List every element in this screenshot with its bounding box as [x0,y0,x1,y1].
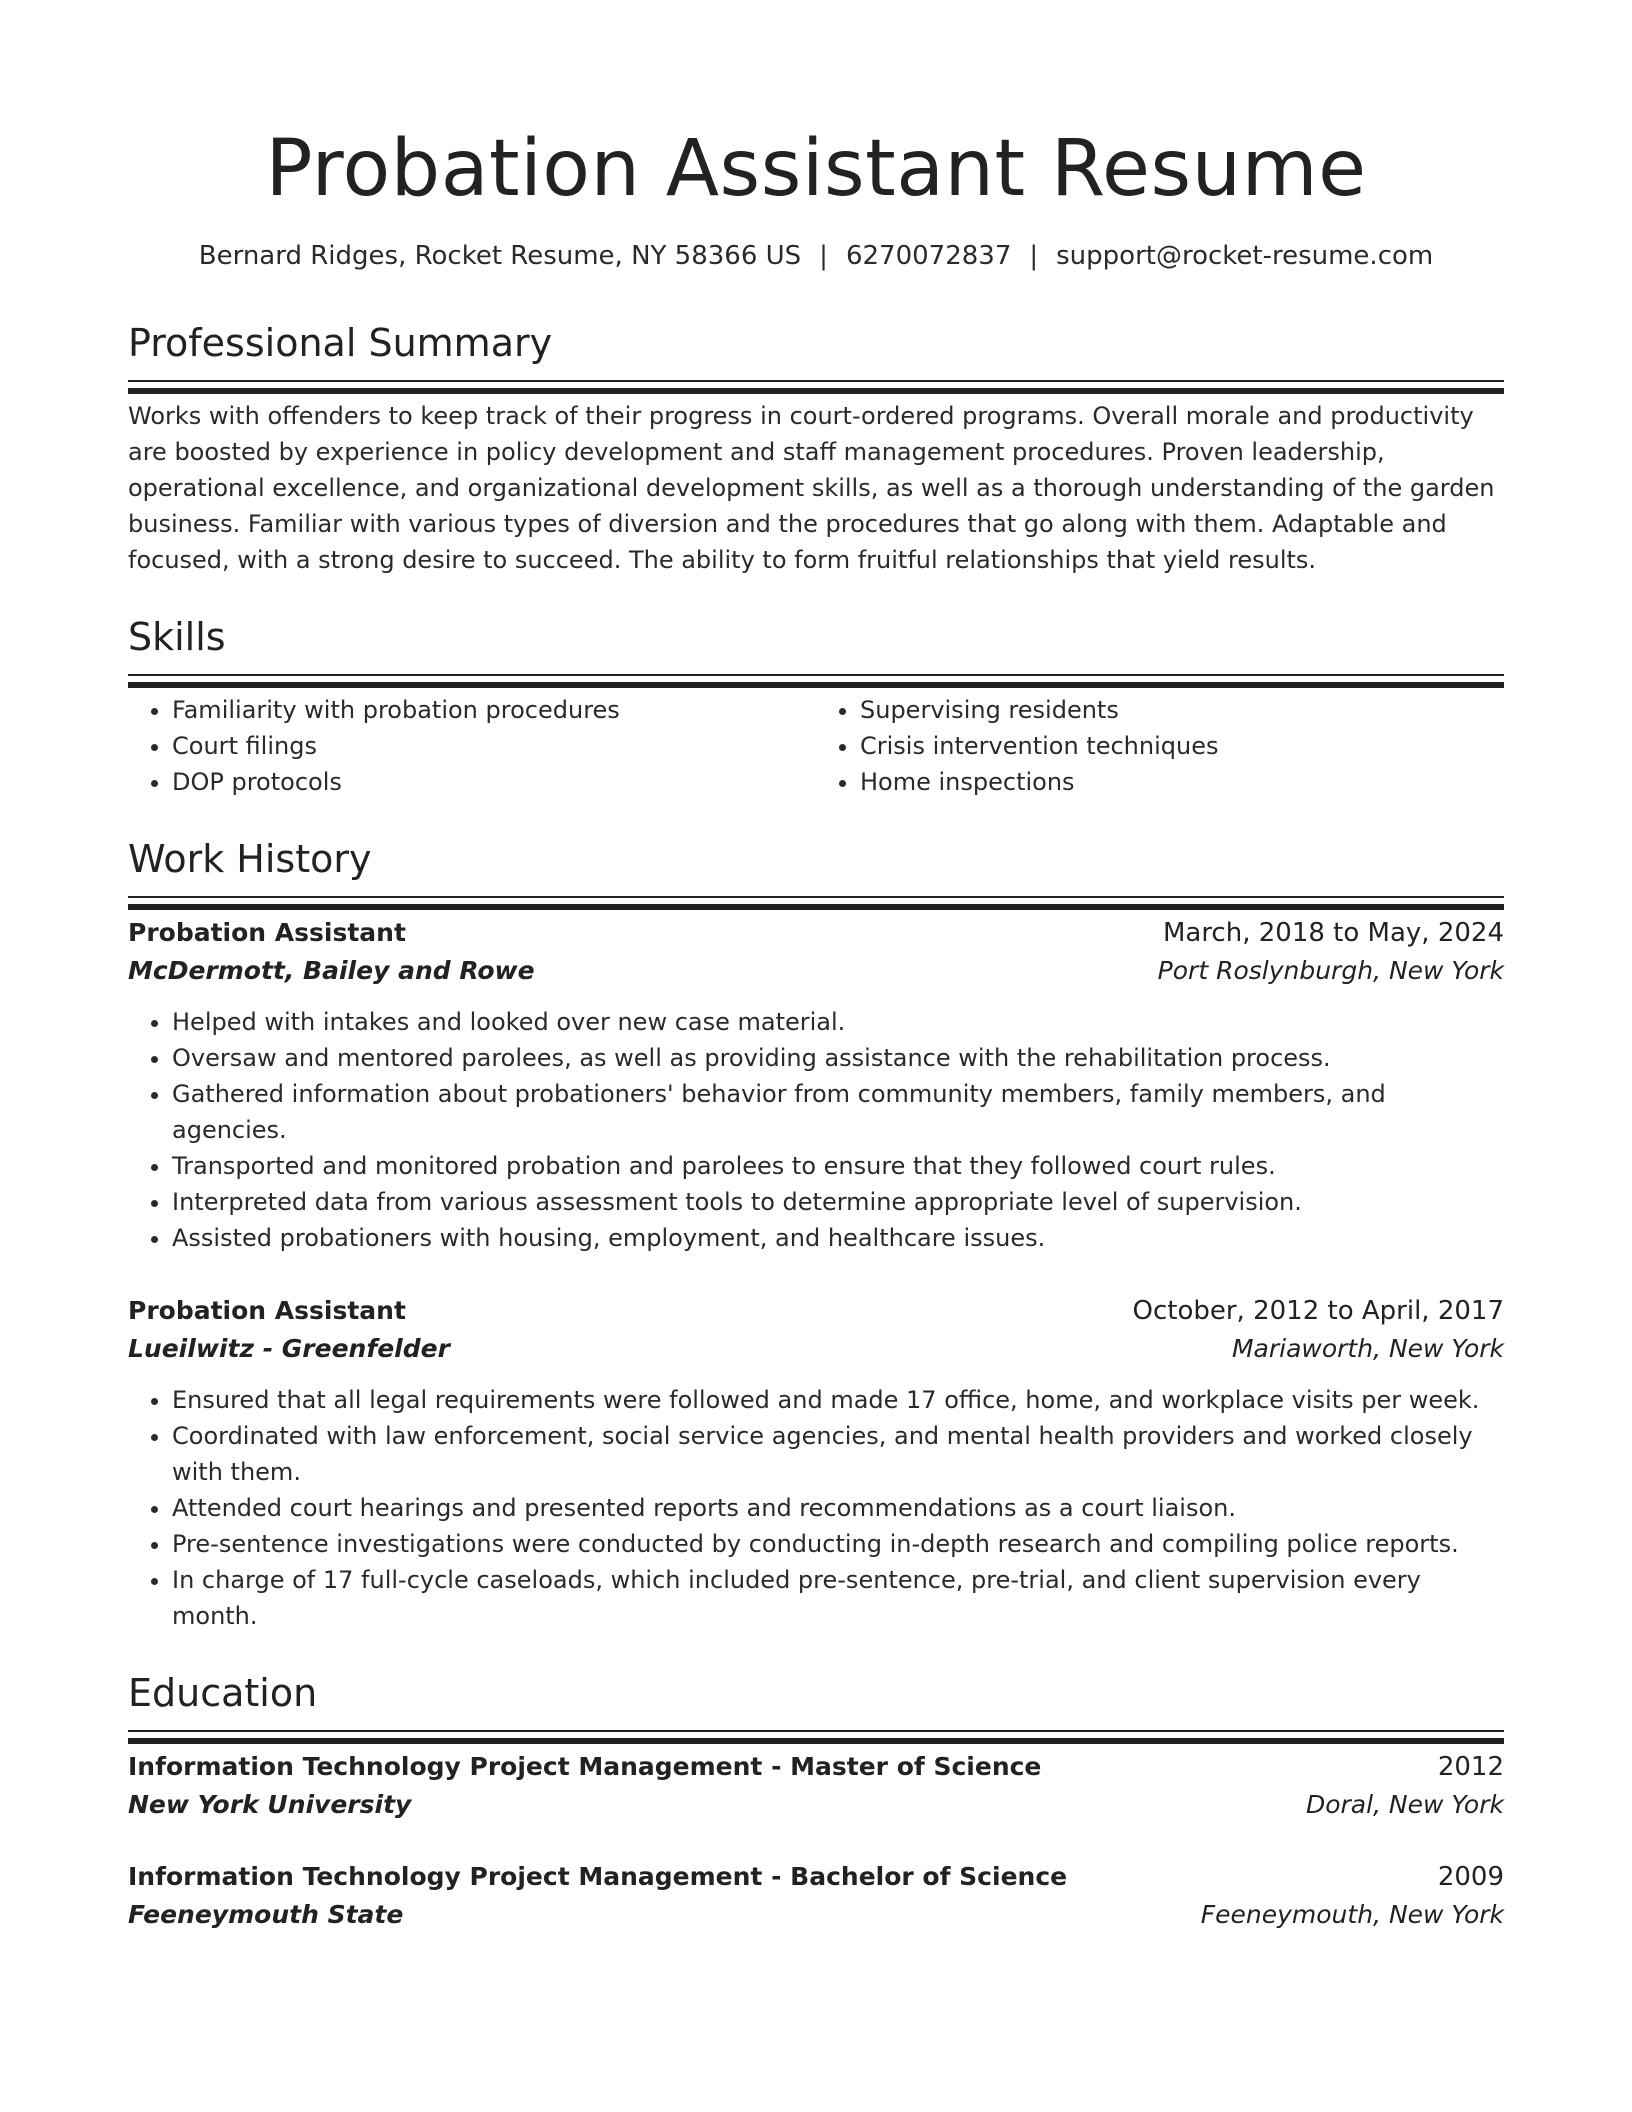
degree-title: Information Technology Project Management - Master of Science [128,1752,1042,1781]
school-name: New York University [128,1790,412,1819]
job-duty: • Gathered information about probationers' behavior from community members, family members, and agencies. [172,1076,1504,1148]
job-location: Port Roslynburgh, New York [1157,956,1504,985]
graduation-year: 2012 [1437,1752,1504,1782]
job-duty: • Transported and monitored probation and parolees to ensure that they followed court rules. [172,1148,1504,1184]
section-divider [128,1730,1504,1732]
school-location: Feeneymouth, New York [1200,1900,1504,1929]
job-duty: • Assisted probationers with housing, employment, and healthcare issues. [172,1220,1504,1256]
skills-list-right [816,692,1504,800]
contact-phone: 6270072837 [845,241,1012,271]
skills-list-left [128,692,816,800]
education-section [128,1668,1504,1934]
education-header-row [128,1858,1504,1896]
contact-line [128,238,1504,274]
skills-heading: Skills [128,615,226,659]
contact-address: Bernard Ridges, Rocket Resume, NY 58366 US [198,241,802,271]
education-school-row [128,1896,1504,1934]
school-location: Doral, New York [1305,1790,1504,1819]
job-duty: • Ensured that all legal requirements were followed and made 17 office, home, and workplace visits per week. [172,1382,1504,1418]
section-divider [128,896,1504,898]
job-entry [128,1292,1504,1634]
job-employer: McDermott, Bailey and Rowe [128,956,535,985]
job-duty: • Interpreted data from various assessment tools to determine appropriate level of supervision. [172,1184,1504,1220]
work-history-section [128,834,1504,1634]
job-header-row [128,914,1504,952]
job-entry [128,914,1504,1256]
skills-grid [128,692,1504,800]
job-employer: Lueilwitz - Greenfelder [128,1334,450,1363]
section-divider [128,380,1504,382]
skill-item: • Supervising residents [860,692,1504,728]
job-title: Probation Assistant [128,1296,406,1325]
resume-title: Probation Assistant Resume [265,124,1367,214]
job-duty: • Pre-sentence investigations were conducted by conducting in-depth research and compiling police reports. [172,1526,1504,1562]
education-entry [128,1858,1504,1934]
skill-item: • Crisis intervention techniques [860,728,1504,764]
summary-section [128,318,1504,578]
job-employer-row [128,952,1504,990]
skills-section [128,612,1504,800]
job-dates: October, 2012 to April, 2017 [1132,1296,1504,1326]
skill-item: • Familiarity with probation procedures [172,692,816,728]
job-header-row [128,1292,1504,1330]
job-location: Mariaworth, New York [1231,1334,1504,1363]
job-duty: • Oversaw and mentored parolees, as well as providing assistance with the rehabilitation process. [172,1040,1504,1076]
job-dates: March, 2018 to May, 2024 [1162,918,1504,948]
skill-item: • Home inspections [860,764,1504,800]
skill-item: • Court filings [172,728,816,764]
skills-column-right [816,692,1504,800]
job-duty: • In charge of 17 full-cycle caseloads, which included pre-sentence, pre-trial, and client supervision every month. [172,1562,1504,1634]
contact-separator: | [819,241,828,271]
education-heading: Education [128,1671,318,1715]
job-duties-list [128,1004,1504,1256]
section-divider [128,674,1504,676]
degree-title: Information Technology Project Management - Bachelor of Science [128,1862,1068,1891]
contact-separator: | [1029,241,1039,271]
job-duty: • Coordinated with law enforcement, social service agencies, and mental health providers and worked closely with them. [172,1418,1504,1490]
work-history-heading: Work History [128,837,372,881]
summary-text: Works with offenders to keep track of their progress in court-ordered programs. Overall morale and productivity are boosted by experience in policy development and staff management procedures. Proven leadership, operational excellence, and organizational development skills, as well as a thorough understanding of the garden business. Familiar with various types of diversion and the procedures that go along with them. Adaptable and focused, with a strong desire to succeed. The ability to form fruitful relationships that yield results. [128,402,1495,574]
skill-item: • DOP protocols [172,764,816,800]
summary-heading: Professional Summary [128,321,553,365]
contact-email[interactable]: support@rocket-resume.com [1056,241,1434,271]
job-title: Probation Assistant [128,918,406,947]
skills-column-left [128,692,816,800]
education-header-row [128,1748,1504,1786]
graduation-year: 2009 [1437,1862,1504,1892]
job-employer-row [128,1330,1504,1368]
job-duty: • Helped with intakes and looked over new case material. [172,1004,1504,1040]
job-duties-list [128,1382,1504,1634]
education-school-row [128,1786,1504,1824]
job-duty: • Attended court hearings and presented reports and recommendations as a court liaison. [172,1490,1504,1526]
school-name: Feeneymouth State [128,1900,404,1929]
education-entry [128,1748,1504,1824]
